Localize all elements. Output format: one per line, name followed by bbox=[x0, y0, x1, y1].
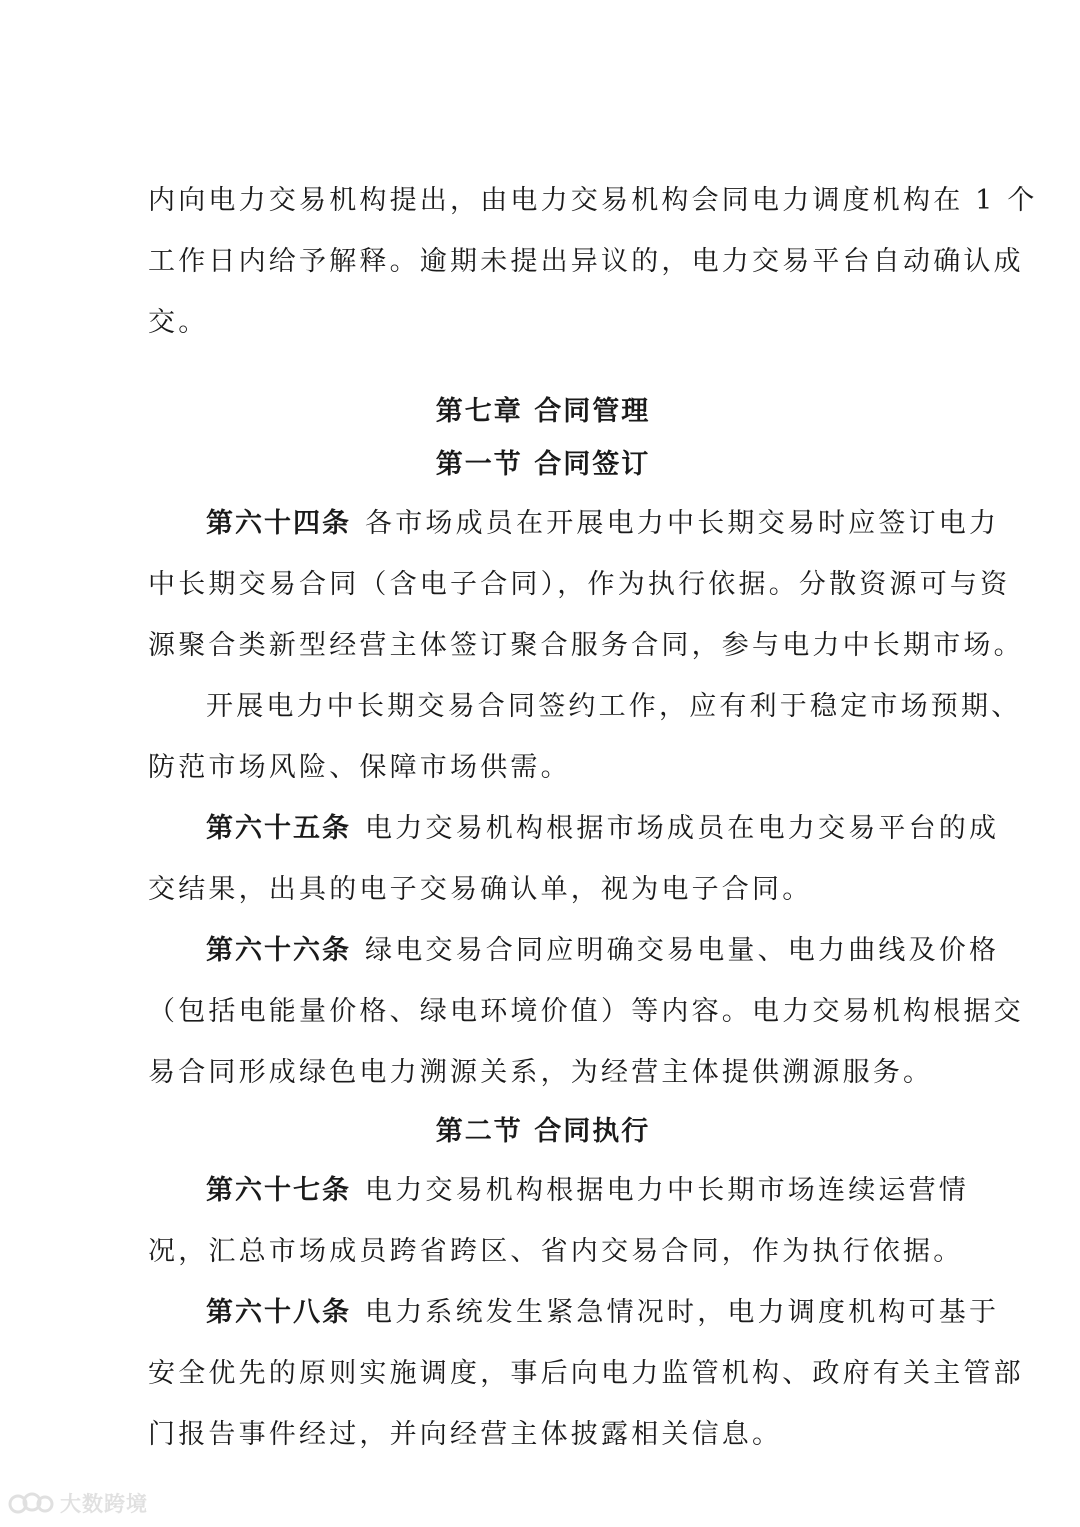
article-label: 第六十六条 bbox=[206, 935, 351, 966]
body-line: 交。 bbox=[148, 307, 209, 338]
cloud-logo-icon bbox=[8, 1492, 54, 1514]
document-page bbox=[148, 182, 1038, 1477]
article-65-line-2: 交结果，出具的电子交易确认单，视为电子合同。 bbox=[148, 874, 813, 905]
article-text: 电力交易机构根据市场成员在电力交易平台的成 bbox=[365, 813, 1000, 844]
article-label: 第六十七条 bbox=[206, 1175, 351, 1206]
chapter-title: 第七章 合同管理 bbox=[435, 396, 651, 427]
article-64-line-2: 中长期交易合同（含电子合同），作为执行依据。分散资源可与资 bbox=[148, 569, 1011, 600]
article-66-line-2: （包括电能量价格、绿电环境价值）等内容。电力交易机构根据交 bbox=[148, 996, 1024, 1027]
article-68-line-3: 门报告事件经过，并向经营主体披露相关信息。 bbox=[148, 1419, 783, 1450]
watermark-text: 大数跨境 bbox=[60, 1492, 148, 1516]
article-64-line-3: 源聚合类新型经营主体签订聚合服务合同，参与电力中长期市场。 bbox=[148, 630, 1024, 661]
article-label: 第六十八条 bbox=[206, 1297, 351, 1328]
section-title-2: 第二节 合同执行 bbox=[435, 1116, 651, 1147]
article-64-line-1 bbox=[148, 505, 1000, 542]
article-text: 各市场成员在开展电力中长期交易时应签订电力 bbox=[365, 508, 1000, 539]
body-line: 工作日内给予解释。逾期未提出异议的，电力交易平台自动确认成 bbox=[148, 246, 1024, 277]
article-68-line-2: 安全优先的原则实施调度，事后向电力监管机构、政府有关主管部 bbox=[148, 1358, 1024, 1389]
article-text: 绿电交易合同应明确交易电量、电力曲线及价格 bbox=[365, 935, 1000, 966]
watermark bbox=[8, 1488, 148, 1518]
article-label: 第六十四条 bbox=[206, 508, 351, 539]
article-text: 电力交易机构根据电力中长期市场连续运营情 bbox=[365, 1175, 969, 1206]
article-67-line-1 bbox=[148, 1172, 969, 1209]
article-66-line-1 bbox=[148, 932, 1000, 969]
article-label: 第六十五条 bbox=[206, 813, 351, 844]
article-66-line-3: 易合同形成绿色电力溯源关系，为经营主体提供溯源服务。 bbox=[148, 1057, 934, 1088]
paragraph-sign-line-2: 防范市场风险、保障市场供需。 bbox=[148, 752, 571, 783]
article-68-line-1 bbox=[148, 1294, 1000, 1331]
article-67-line-2: 况，汇总市场成员跨省跨区、省内交易合同，作为执行依据。 bbox=[148, 1236, 964, 1267]
article-65-line-1 bbox=[148, 810, 1000, 847]
paragraph-sign-line-1: 开展电力中长期交易合同签约工作，应有利于稳定市场预期、 bbox=[206, 691, 1022, 722]
article-text: 电力系统发生紧急情况时，电力调度机构可基于 bbox=[365, 1297, 1000, 1328]
body-line: 内向电力交易机构提出，由电力交易机构会同电力调度机构在 1 个 bbox=[148, 185, 1038, 216]
section-title-1: 第一节 合同签订 bbox=[435, 449, 651, 480]
